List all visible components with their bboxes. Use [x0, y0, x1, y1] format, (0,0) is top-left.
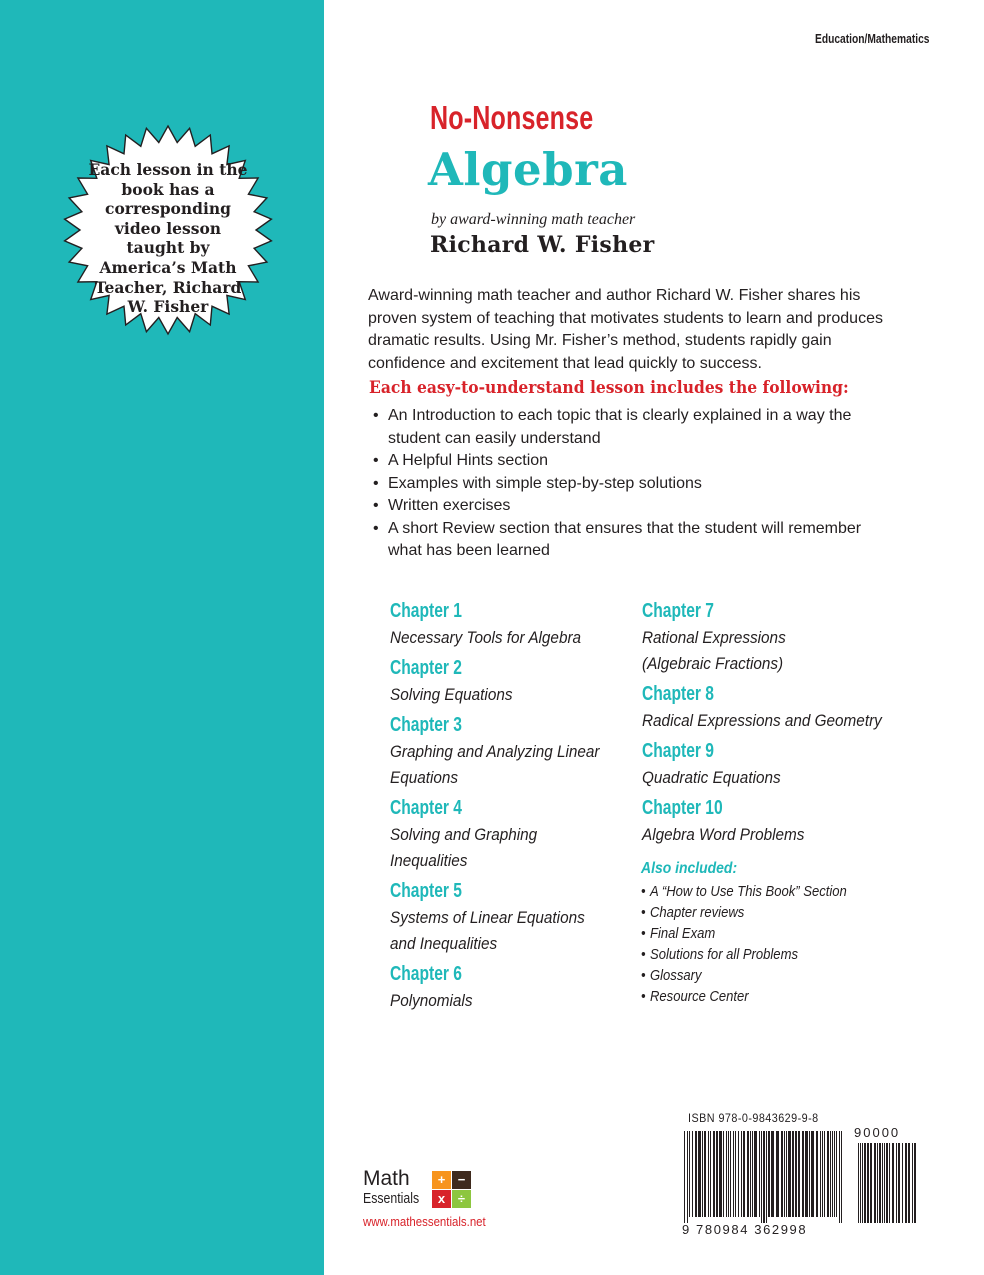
barcode-bar: [692, 1131, 693, 1217]
barcode-bar: [754, 1131, 757, 1217]
barcode-addon-bar: [864, 1143, 866, 1223]
logo-word-essentials: Essentials: [363, 1191, 420, 1207]
barcode-bar: [781, 1131, 783, 1217]
lesson-item: • Examples with simple step-by-step solutions: [372, 473, 872, 496]
barcode-bar: [747, 1131, 749, 1217]
also-included-item: • A “How to Use This Book” Section: [641, 882, 847, 903]
barcode-addon-bar: [877, 1143, 878, 1223]
publisher-url[interactable]: www.mathessentials.net: [363, 1214, 486, 1229]
barcode-bar: [822, 1131, 823, 1217]
chapter-title: Quadratic Equations: [642, 768, 781, 787]
logo-operator-grid: [432, 1171, 472, 1209]
barcode-bar: [795, 1131, 797, 1217]
barcode-bar: [788, 1131, 791, 1217]
barcode-addon-bar: [858, 1143, 859, 1223]
barcode-bar: [763, 1131, 765, 1223]
chapter-label: Chapter 6: [390, 963, 462, 985]
barcode-bar: [719, 1131, 722, 1217]
barcode-bar: [766, 1131, 767, 1223]
times-icon: x: [432, 1190, 451, 1208]
barcode-bar: [723, 1131, 724, 1217]
chapters-left-column: [390, 598, 650, 1018]
barcode-addon-bar: [860, 1143, 861, 1223]
barcode-bar: [689, 1131, 690, 1217]
chapter-title: Algebra Word Problems: [642, 825, 805, 844]
barcode-bar: [695, 1131, 697, 1217]
barcode-bar: [834, 1131, 835, 1217]
barcode-addon-bar: [914, 1143, 916, 1223]
barcode-bar: [836, 1131, 837, 1217]
barcode-bar: [713, 1131, 715, 1217]
barcode-addon-bar: [889, 1143, 890, 1223]
author-name: Richard W. Fisher: [430, 232, 655, 258]
also-included-item: • Solutions for all Problems: [641, 945, 847, 966]
barcode-bar: [827, 1131, 829, 1217]
barcode-addon-bar: [905, 1143, 907, 1223]
chapter-title: Graphing and Analyzing Linear Equations: [390, 742, 600, 787]
also-included-list: [641, 882, 847, 1007]
barcode-bar: [839, 1131, 840, 1223]
barcode-bar: [684, 1131, 685, 1223]
barcode-addon-bar: [912, 1143, 913, 1223]
chapter-label: Chapter 2: [390, 657, 462, 679]
chapter-label: Chapter 3: [390, 714, 462, 736]
barcode-bar: [816, 1131, 818, 1217]
barcode-bars-icon: [678, 1127, 928, 1223]
barcode-bar: [687, 1131, 688, 1223]
barcode-bar: [776, 1131, 779, 1217]
chapter-title: Solving Equations: [390, 685, 513, 704]
lesson-items-list: [372, 405, 872, 563]
byline: by award-winning math teacher: [431, 211, 636, 228]
barcode-bar: [759, 1131, 760, 1217]
chapter-title: Necessary Tools for Algebra: [390, 628, 582, 647]
lesson-item: • Written exercises: [372, 495, 872, 518]
lesson-heading: Each easy-to-understand lesson includes the following:: [369, 378, 849, 397]
chapter-title: Polynomials: [390, 991, 473, 1010]
barcode-addon-bar: [902, 1143, 903, 1223]
also-included-item: • Glossary: [641, 966, 847, 987]
chapter-title: Solving and Graphing Inequalities: [390, 825, 538, 870]
barcode-bar: [728, 1131, 729, 1217]
divide-icon: ÷: [452, 1190, 471, 1208]
barcode-bar: [792, 1131, 794, 1217]
chapter-label: Chapter 8: [642, 683, 714, 705]
barcode-bar: [798, 1131, 800, 1217]
price-code: 90000: [854, 1125, 901, 1140]
chapter-title: Radical Expressions and Geometry: [642, 711, 882, 730]
barcode-addon-bar: [908, 1143, 910, 1223]
chapter-label: Chapter 9: [642, 740, 714, 762]
minus-icon: −: [452, 1171, 471, 1189]
barcode-addon-bar: [892, 1143, 894, 1223]
barcode-addon-bar: [898, 1143, 900, 1223]
barcode-bar: [716, 1131, 718, 1217]
title-line-1: No-Nonsense: [430, 99, 594, 136]
also-included-item: • Chapter reviews: [641, 903, 847, 924]
barcode-bar: [708, 1131, 709, 1217]
plus-icon: +: [432, 1171, 451, 1189]
barcode-bar: [730, 1131, 731, 1217]
chapter-label: Chapter 4: [390, 797, 462, 819]
barcode-addon-bar: [874, 1143, 876, 1223]
barcode-bar: [841, 1131, 842, 1223]
logo-word-math: Math: [363, 1167, 410, 1190]
barcode-bar: [704, 1131, 706, 1217]
barcode-addon-bar: [867, 1143, 869, 1223]
lesson-item: • An Introduction to each topic that is clearly explained in a way the student can easily understand: [372, 405, 872, 450]
barcode-bar: [786, 1131, 787, 1217]
barcode-addon-bar: [886, 1143, 888, 1223]
barcode-bar: [741, 1131, 742, 1217]
barcode-addon-bar: [882, 1143, 883, 1223]
barcode-addon-bar: [879, 1143, 881, 1223]
barcode-bar: [752, 1131, 753, 1217]
barcode-addon-bar: [870, 1143, 872, 1223]
barcode-bar: [805, 1131, 808, 1217]
barcode-bar: [702, 1131, 703, 1217]
starburst-text: Each lesson in the book has a corresponding video lesson taught by America’s Math Teacher, Richard W. Fisher: [88, 160, 248, 317]
barcode-bar: [809, 1131, 810, 1217]
barcode-bar: [743, 1131, 745, 1217]
math-essentials-logo: [363, 1167, 483, 1217]
barcode-bar: [832, 1131, 833, 1217]
chapter-label: Chapter 1: [390, 600, 462, 622]
barcode-bar: [698, 1131, 701, 1217]
category-label: Education/Mathematics: [815, 32, 930, 46]
barcode-bar: [726, 1131, 727, 1217]
barcode-bar: [771, 1131, 774, 1217]
lesson-item: • A Helpful Hints section: [372, 450, 872, 473]
barcode-addon-bar: [896, 1143, 897, 1223]
chapter-label: Chapter 7: [642, 600, 714, 622]
chapters-right-column: [642, 598, 922, 852]
title-line-2: Algebra: [428, 143, 628, 196]
barcode-addon-bar: [884, 1143, 885, 1223]
chapter-label: Chapter 5: [390, 880, 462, 902]
video-lesson-starburst: [62, 124, 274, 336]
isbn-text: ISBN 978-0-9843629-9-8: [688, 1111, 819, 1125]
barcode-bar: [820, 1131, 821, 1217]
barcode-bar: [761, 1131, 762, 1223]
chapter-label: Chapter 10: [642, 797, 723, 819]
barcode-bar: [738, 1131, 739, 1217]
also-included-item: • Resource Center: [641, 987, 847, 1008]
barcode-bar: [802, 1131, 804, 1217]
barcode-bar: [830, 1131, 831, 1217]
barcode-bar: [710, 1131, 711, 1217]
barcode-bar: [735, 1131, 736, 1217]
barcode-bar: [750, 1131, 751, 1217]
chapter-title: Systems of Linear Equations and Inequalities: [390, 908, 585, 953]
isbn-barcode: [678, 1107, 928, 1239]
barcode-addon-bar: [862, 1143, 863, 1223]
barcode-bar: [784, 1131, 785, 1217]
lesson-item: • A short Review section that ensures that the student will remember what has been learned: [372, 518, 872, 563]
also-included-item: • Final Exam: [641, 924, 847, 945]
barcode-bar: [768, 1131, 770, 1217]
barcode-bar: [824, 1131, 825, 1217]
barcode-digits: 9 780984 362998: [682, 1222, 808, 1237]
barcode-bar: [733, 1131, 734, 1217]
barcode-bar: [811, 1131, 814, 1217]
intro-paragraph: Award-winning math teacher and author Richard W. Fisher shares his proven system of teaching that motivates students to learn and produces dramatic results. Using Mr. Fisher’s method, students rapidly gain confidence and excitement that lead quickly to success.: [368, 287, 883, 372]
also-included-heading: Also included:: [641, 860, 738, 877]
chapter-title: Rational Expressions (Algebraic Fractions): [642, 628, 786, 673]
